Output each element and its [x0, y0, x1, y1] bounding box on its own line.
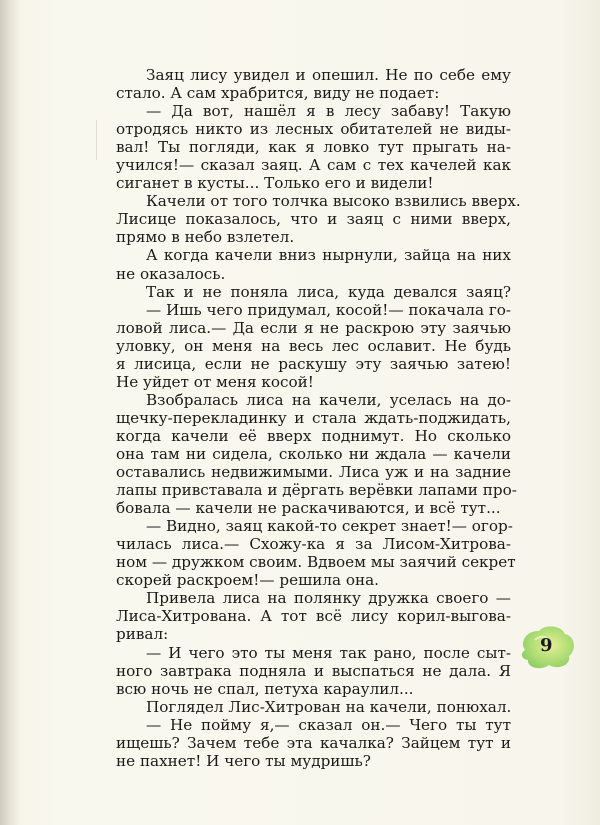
text-line: не пахнет! И чего ты мудришь? — [116, 751, 371, 770]
text-line: — Да вот, нашёл я в лесу забаву! Такую — [146, 102, 511, 121]
text-line: вал! Ты погляди, как я ловко тут прыгать на- — [116, 138, 511, 157]
text-line: сиганет в кусты... Только его и видели! — [116, 174, 434, 193]
text-line: Взобралась лиса на качели, уселась на до- — [146, 390, 511, 409]
text-line: я лисица, если не раскушу эту заячью затею! — [116, 354, 511, 373]
text-line: — Не пойму я,— сказал он.— Чего ты тут — [146, 715, 511, 734]
text-line: Качели от того толчка высоко взвились вверх. — [146, 192, 521, 211]
text-line: учился!— сказал заяц. А сам с тех качелей как — [116, 156, 511, 175]
text-line: А когда качели вниз нырнули, зайца на них — [146, 246, 511, 265]
text-line: чилась лиса.— Схожу-ка я за Лисом-Хитрова- — [116, 535, 511, 554]
text-line: ном — дружком своим. Вдвоем мы заячий секрет — [116, 553, 516, 572]
text-line: Заяц лису увидел и опешил. Не по себе ему — [146, 66, 511, 84]
text-line: всю ночь не спал, петуха караулил... — [116, 679, 414, 698]
text-line: уловку, он меня на весь лес ославит. Не будь — [116, 336, 511, 355]
page-number: 9 — [540, 635, 553, 656]
text-line: — Ишь чего придумал, косой!— покачала го- — [146, 300, 512, 319]
text-line: прямо в небо взлетел. — [116, 228, 295, 247]
text-line: Лиса-Хитрована. А тот всё лису корил-выгова- — [116, 607, 511, 626]
text-line: лапы привставала и дёргать верёвки лапами про- — [116, 481, 517, 500]
text-line: ривал: — [116, 625, 169, 644]
text-line: бовала — качели не раскачиваются, и всё тут... — [116, 499, 501, 518]
binding-shadow — [0, 0, 20, 825]
text-line: Лисице показалось, что и заяц с ними вверх, — [116, 210, 511, 229]
story-text — [116, 66, 521, 770]
text-line: Поглядел Лис-Хитрован на качели, понюхал. — [146, 697, 512, 716]
text-line: ного завтрака подняла и выспаться не дала. Я — [116, 661, 511, 680]
text-line: оставались недвижимыми. Лиса уж и на задние — [116, 463, 511, 482]
text-line: когда качели её вверх поднимут. Но сколько — [116, 426, 511, 445]
text-line: стало. А сам храбрится, виду не подает: — [116, 84, 440, 103]
text-line: она там ни сидела, сколько ни ждала — качели — [116, 444, 511, 463]
text-line: ловой лиса.— Да если я не раскрою эту заячью — [116, 318, 511, 337]
text-line: Привела лиса на полянку дружка своего — — [146, 589, 511, 608]
text-line: — И чего это ты меня так рано, после сыт- — [146, 643, 511, 662]
text-line: не оказалось. — [116, 264, 226, 283]
text-line: — Видно, заяц какой-то секрет знает!— огор- — [146, 517, 513, 536]
text-line: отродясь никто из лесных обитателей не виды- — [116, 120, 511, 139]
text-line: Не уйдет от меня косой! — [116, 372, 314, 391]
text-line: ищешь? Зачем тебе эта качалка? Зайцем тут и — [116, 733, 511, 752]
text-line: щечку-перекладинку и стала ждать-поджидать, — [116, 408, 511, 427]
paper-crease — [96, 120, 100, 160]
text-line: Так и не поняла лиса, куда девался заяц? — [146, 282, 511, 301]
text-line: скорей раскроем!— решила она. — [116, 571, 379, 590]
